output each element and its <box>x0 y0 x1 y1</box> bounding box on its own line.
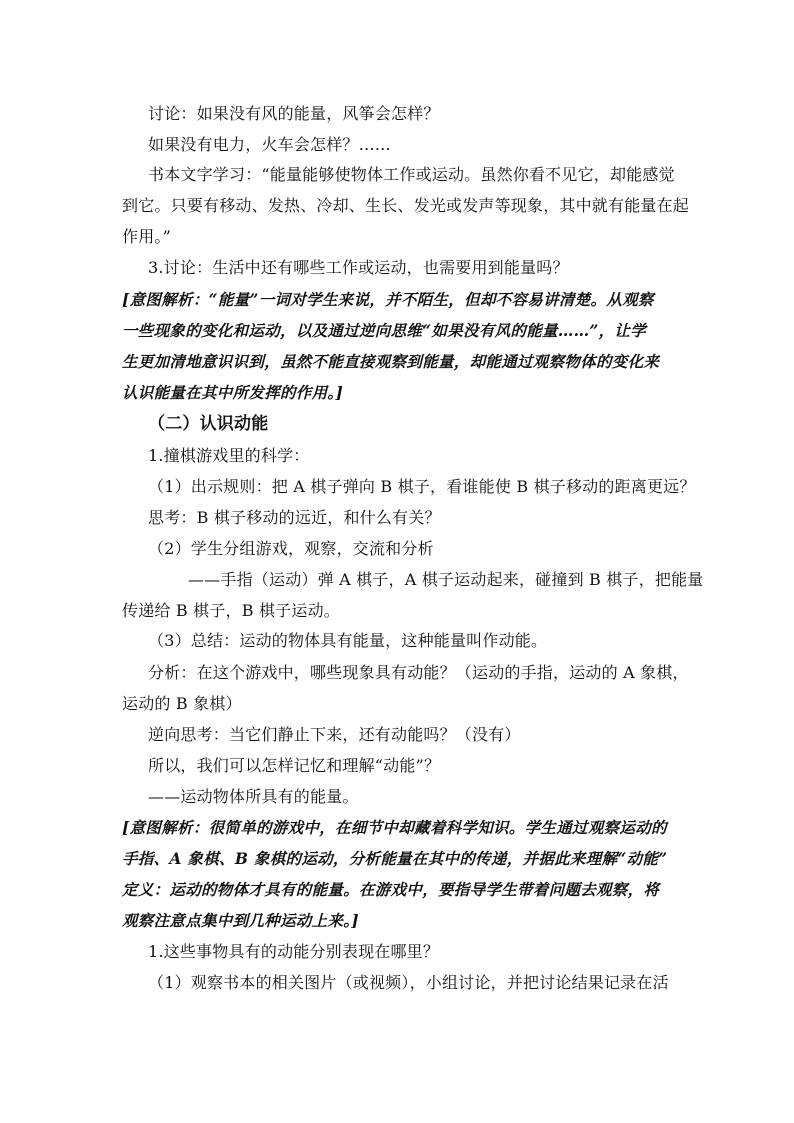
text-line: 书本文字学习：“能量能够使物体工作或运动。虽然你看不见它，却能感觉 <box>148 165 675 184</box>
text-line: 作用。” <box>122 227 171 246</box>
design-note-line: 生更加清地意识识到，虽然不能直接观察到能量，却能通过观察物体的变化来 <box>122 352 660 371</box>
design-note-line: 认识能量在其中所发挥的作用。] <box>122 383 344 402</box>
text-line: 1.这些事物具有的动能分别表现在哪里？ <box>148 942 440 961</box>
text-line: 讨论：如果没有风的能量，风筝会怎样？ <box>148 104 440 123</box>
design-note-line: 手指、A 象棋、B 象棋的运动，分析能量在其中的传递，并据此来理解“动能” <box>122 849 668 868</box>
text-line: 运动的 B 象棋） <box>122 694 242 713</box>
text-line: 分析：在这个游戏中，哪些现象具有动能？（运动的手指，运动的 A 象棋， <box>148 663 689 682</box>
design-note-line: 观察注意点集中到几种运动上来。] <box>122 911 359 930</box>
text-line: 1.撞棋游戏里的科学： <box>148 446 310 465</box>
design-note-line: [意图解析：“能量”一词对学生来说，并不陌生，但却不容易讲清楚。从观察 <box>122 290 654 309</box>
text-line: 思考：B 棋子移动的远近，和什么有关？ <box>148 508 441 527</box>
text-line: （1）观察书本的相关图片（或视频），小组讨论，并把讨论结果记录在活 <box>148 973 669 992</box>
text-line: （3）总结：运动的物体具有能量，这种能量叫作动能。 <box>148 631 548 650</box>
text-line: （2）学生分组游戏，观察，交流和分析 <box>148 539 434 558</box>
text-line: 传递给 B 棋子，B 棋子运动。 <box>122 601 340 620</box>
text-line: 所以，我们可以怎样记忆和理解“动能”？ <box>148 756 441 775</box>
text-line: 到它。只要有移动、发热、冷却、生长、发光或发声等现象，其中就有能量在起 <box>122 196 690 215</box>
text-line: 如果没有电力，火车会怎样？…… <box>148 135 392 154</box>
design-note-line: 一些现象的变化和运动，以及通过逆向思维“如果没有风的能量……”，让学 <box>122 321 647 340</box>
text-line: （1）出示规则：把 A 棋子弹向 B 棋子，看谁能使 B 棋子移动的距离更远？ <box>148 477 696 496</box>
text-line: 3.讨论：生活中还有哪些工作或运动，也需要用到能量吗？ <box>148 258 569 277</box>
text-line: ——手指（运动）弹 A 棋子，A 棋子运动起来，碰撞到 B 棋子，把能量 <box>188 570 704 589</box>
section-heading: （二）认识动能 <box>148 414 269 434</box>
design-note-line: [意图解析：很简单的游戏中，在细节中却藏着科学知识。学生通过观察运动的 <box>122 818 667 837</box>
text-line: 逆向思考：当它们静止下来，还有动能吗？（没有） <box>148 725 521 744</box>
text-line: ——运动物体所具有的能量。 <box>148 787 359 806</box>
design-note-line: 定义：运动的物体才具有的能量。在游戏中，要指导学生带着问题去观察，将 <box>122 880 660 899</box>
